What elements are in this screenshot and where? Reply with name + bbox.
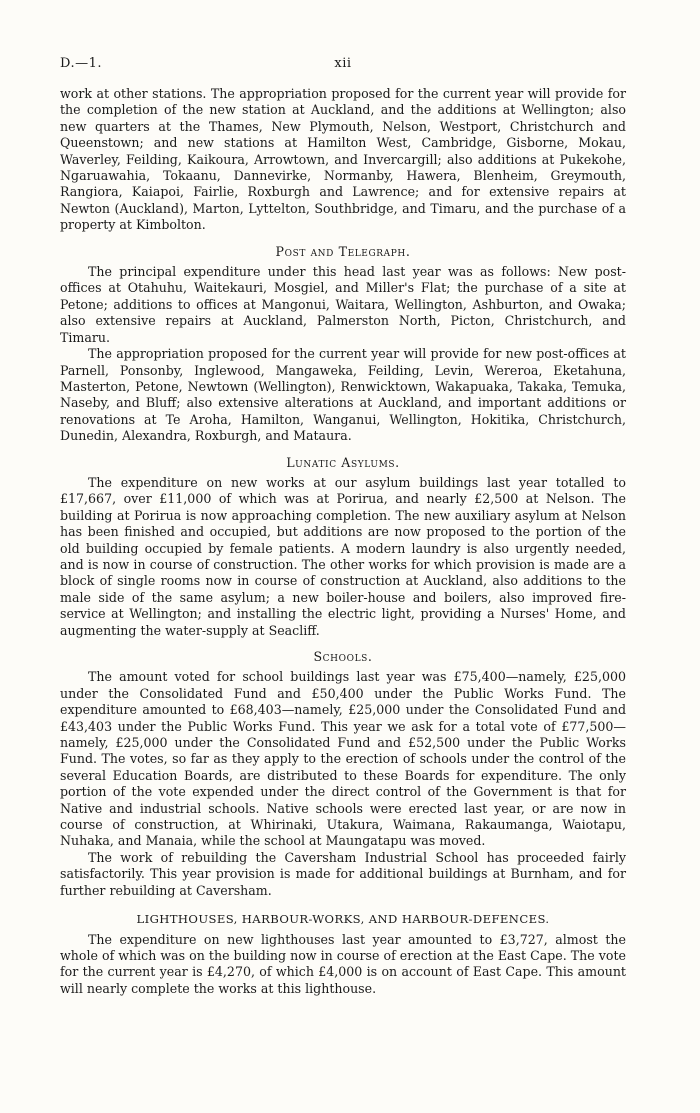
paragraph: The work of rebuilding the Caversham Industrial School has proceeded fairly satisfactorily. This year provision is made for additional buildings at Burnham, and for further rebuilding at Caversham. xyxy=(60,849,626,898)
paragraph: The appropriation proposed for the current year will provide for new post-offices at Parnell, Ponsonby, Inglewood, Mangaweka, Feilding, Levin, Wereroa, Eketahuna, Masterton, Petone, Newtown (Wellington), Renwicktown, Wakapuaka, Takaka, Temuka, Naseby, and Bluff; also extensive alterations at Auckland, and important additions or renovations at Te Aroha, Hamilton, Wanganui, Wellington, Hokitika, Christchurch, Dunedin, Alexandra, Roxburgh, and Mataura. xyxy=(60,346,626,444)
section-heading-schools: Schools. xyxy=(313,649,373,664)
body-text xyxy=(60,86,626,997)
document-reference: D.—1. xyxy=(60,56,102,71)
running-header xyxy=(60,56,626,76)
paragraph: The expenditure on new lighthouses last year amounted to £3,727, almost the whole of which was on the building now in course of erection at the East Cape. The vote for the current year is £4,270, of which £4,000 is on account of East Cape. This amount will nearly complete the works at this lighthouse. xyxy=(60,931,626,996)
paragraph: The principal expenditure under this head last year was as follows: New post-offices at Otahuhu, Waitekauri, Mosgiel, and Miller's Flat; the purchase of a site at Petone; additions to offices at Mangonui, Waitara, Wellington, Ashburton, and Owaka; also extensive repairs at Auckland, Palmerston North, Picton, Christchurch, and Timaru. xyxy=(60,264,626,345)
paragraph: work at other stations. The appropriation proposed for the current year will provide for the completion of the new station at Auckland, and the additions at Wellington; also new quarters at the Thames, New Plymouth, Nelson, Westport, Christchurch and Queenstown; and new stations at Hamilton West, Cambridge, Gisborne, Mokau, Waverley, Feilding, Kaikoura, Arrowtown, and Invercargill; also additions at Pukekohe, Ngaruawahia, Tokaanu, Dannevirke, Normanby, Hawera, Blenheim, Greymouth, Rangiora, Kaiapoi, Fairlie, Roxburgh and Lawrence; and for extensive repairs at Newton (Auckland), Marton, Lyttelton, Southbridge, and Timaru, and the purchase of a property at Kimbolton. xyxy=(60,86,626,233)
section-heading-post-telegraph: Post and Telegraph. xyxy=(275,243,411,259)
document-page xyxy=(60,56,626,997)
section-heading-lunatic-asylums: Lunatic Asylums. xyxy=(286,454,400,470)
section-heading-lighthouses: LIGHTHOUSES, HARBOUR-WORKS, AND HARBOUR-DEFENCES. xyxy=(136,912,550,927)
paragraph: The amount voted for school buildings last year was £75,400—namely, £25,000 under the Consolidated Fund and £50,400 under the Public Works Fund. The expenditure amounted to £68,403—namely, £25,000 under the Consolidated Fund and £43,403 under the Public Works Fund. This year we ask for a total vote of £77,500—namely, £25,000 under the Consolidated Fund and £52,500 under the Public Works Fund. The votes, so far as they apply to the erection of schools under the control of the several Education Boards, are distributed to these Boards for expenditure. The only portion of the vote expended under the direct control of the Government is that for Native and industrial schools. Native schools were erected last year, or are now in course of construction, at Whirinaki, Utakura, Waimana, Rakaumanga, Waiotapu, Nuhaka, and Manaia, while the school at Maungatapu was moved. xyxy=(60,669,626,849)
page-number: xii xyxy=(334,56,352,71)
paragraph: The expenditure on new works at our asylum buildings last year totalled to £17,667, over £11,000 of which was at Porirua, and nearly £2,500 at Nelson. The building at Porirua is now approaching completion. The new auxiliary asylum at Nelson has been finished and occupied, but additions are now proposed to the portion of the old building occupied by female patients. A modern laundry is also urgently needed, and is now in course of construction. The other works for which provision is made are a block of single rooms now in course of construction at Auckland, also additions to the male side of the same asylum; a new boiler-house and boilers, also improved fire-service at Wellington; and installing the electric light, providing a Nurses' Home, and augmenting the water-supply at Seacliff. xyxy=(60,474,626,638)
